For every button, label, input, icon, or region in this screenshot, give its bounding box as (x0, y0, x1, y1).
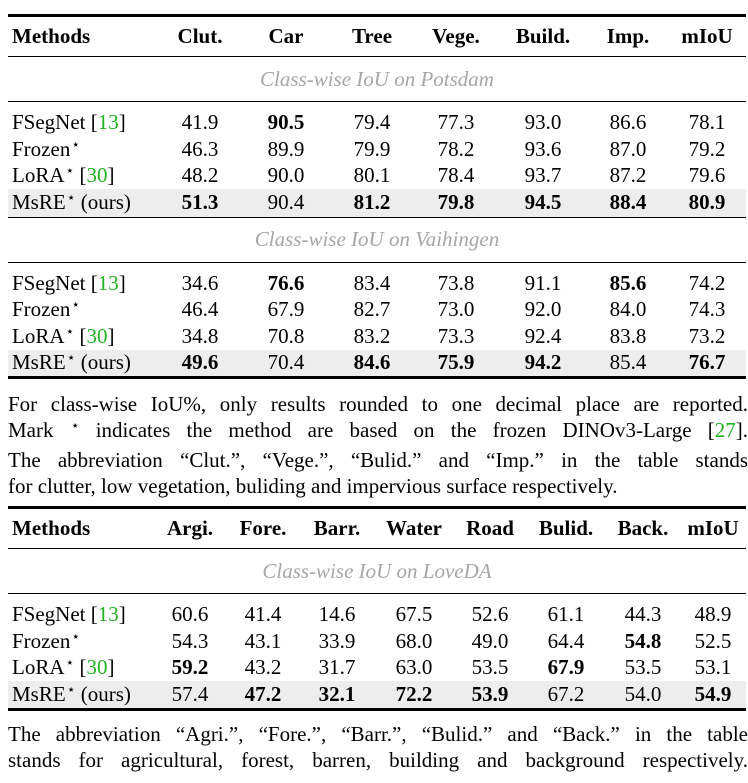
method-label: FSegNet (12, 270, 86, 295)
cell-value: 78.4 (437, 163, 475, 188)
cell-value: 77.3 (437, 110, 475, 135)
cell-value: 79.9 (353, 136, 391, 161)
cell-value: 53.9 (454, 681, 526, 709)
method-name: LoRA⋆ [30] (12, 163, 115, 188)
cell-value: 63.0 (395, 655, 433, 680)
caption-2 (8, 721, 748, 773)
caption2-line-1: The abbreviation “Agri.”, “Fore.”, “Barr.”, “Bulid.” and “Back.” in the table (8, 722, 748, 746)
cell-value: 59.2 (171, 655, 209, 680)
method-label: LoRA (12, 323, 65, 348)
table-row (8, 163, 746, 190)
table-loveda (8, 506, 746, 711)
cell-value: 79.8 (414, 189, 498, 217)
cell-value: 92.0 (524, 297, 562, 322)
cell-value: 73.3 (437, 323, 475, 348)
cell-value: 53.5 (471, 655, 509, 680)
cell-value: 80.9 (668, 189, 746, 217)
method-name: FSegNet [13] (12, 110, 126, 135)
cell-value: 76.6 (267, 270, 305, 295)
method-label: Frozen (12, 297, 71, 322)
cell-value: 91.1 (524, 270, 562, 295)
table-row (8, 681, 746, 709)
citation-link[interactable]: 30 (86, 323, 108, 348)
caption1-line-3: The abbreviation “Clut.”, “Vege.”, “Bulid.” and “Imp.” in the table stands (8, 448, 748, 472)
cell-value: 73.0 (437, 297, 475, 322)
method-label: MsRE (12, 681, 66, 706)
cell-value: 72.2 (374, 681, 454, 709)
table-row (8, 350, 746, 378)
table2-header-2: Fore. (239, 516, 287, 540)
method-name: LoRA⋆ [30] (12, 323, 115, 348)
cell-value: 85.6 (609, 270, 647, 295)
cell-value: 75.9 (414, 350, 498, 378)
cell-value: 61.1 (547, 602, 585, 627)
cell-value: 84.0 (609, 297, 647, 322)
section-title: Class-wise IoU on Potsdam (8, 57, 746, 102)
caption-1 (8, 391, 748, 499)
method-label: FSegNet (12, 110, 86, 135)
table-row (8, 270, 746, 297)
cell-value: 67.5 (395, 602, 433, 627)
table2-header-8: mIoU (687, 516, 739, 540)
cell-value: 87.0 (609, 136, 647, 161)
cell-value: 67.9 (547, 655, 585, 680)
cell-value: 93.6 (524, 136, 562, 161)
caption1-line-4: for clutter, low vegetation, buliding and impervious surface respectively. (8, 474, 618, 498)
star-mark: ⋆ (66, 351, 76, 367)
cell-value: 54.0 (606, 681, 680, 709)
cell-value: 41.9 (181, 110, 219, 135)
cell-value: 57.4 (154, 681, 226, 709)
cell-value: 48.2 (181, 163, 219, 188)
star-mark: ⋆ (65, 164, 75, 180)
method-label: MsRE (12, 190, 66, 215)
method-name: FSegNet [13] (12, 602, 126, 627)
cell-value: 78.2 (437, 136, 475, 161)
cell-value: 67.9 (267, 297, 305, 322)
cell-value: 31.7 (318, 655, 356, 680)
cell-value: 33.9 (318, 628, 356, 653)
cell-value: 49.0 (471, 628, 509, 653)
table1-header-6: Imp. (606, 24, 650, 48)
cell-value: 78.1 (688, 110, 726, 135)
cell-value: 51.3 (158, 189, 242, 217)
star-mark: ⋆ (71, 137, 81, 153)
cell-value: 94.5 (498, 189, 588, 217)
method-name (8, 136, 158, 163)
cell-value: 54.3 (171, 628, 209, 653)
cell-value: 73.2 (688, 323, 726, 348)
cell-value: 34.6 (181, 270, 219, 295)
cell-value: 82.7 (353, 297, 391, 322)
method-label: MsRE (12, 350, 66, 375)
table2-header-row (8, 508, 746, 549)
cell-value: 83.4 (353, 270, 391, 295)
method-name (8, 681, 154, 709)
cell-value: 53.1 (694, 655, 732, 680)
table-row (8, 136, 746, 163)
table-row (8, 323, 746, 350)
method-label: Frozen (12, 628, 71, 653)
citation-link[interactable]: 27 (714, 418, 736, 442)
table1-header-row (8, 16, 746, 57)
table2-header-0: Methods (12, 516, 91, 540)
table1-header-0: Methods (12, 24, 91, 48)
cell-value: 79.2 (688, 136, 726, 161)
table2-header-1: Argi. (166, 516, 214, 540)
cell-value: 76.7 (668, 350, 746, 378)
table-row (8, 628, 746, 655)
cell-value: 43.1 (244, 628, 282, 653)
table1-header-5: Build. (515, 24, 571, 48)
table-potsdam-vaihingen (8, 14, 746, 379)
citation-link[interactable]: 13 (97, 602, 119, 627)
table2-header-5: Road (466, 516, 514, 540)
method-name: LoRA⋆ [30] (12, 655, 115, 680)
section-title: Class-wise IoU on Vaihingen (8, 217, 746, 262)
section-title: Class-wise IoU on LoveDA (8, 549, 746, 594)
cell-value: 70.4 (242, 350, 330, 378)
cell-value: 85.4 (588, 350, 668, 378)
cell-value: 52.6 (471, 602, 509, 627)
citation-link[interactable]: 13 (97, 270, 119, 295)
cell-value: 52.5 (694, 628, 732, 653)
cell-value: 49.6 (158, 350, 242, 378)
cell-value: 92.4 (524, 323, 562, 348)
method-label: FSegNet (12, 602, 86, 627)
method-name (8, 297, 158, 324)
table1-header-7: mIoU (681, 24, 733, 48)
cell-value: 34.8 (181, 323, 219, 348)
cell-value: 74.3 (688, 297, 726, 322)
cell-value: 90.0 (267, 163, 305, 188)
table2-header-7: Back. (617, 516, 669, 540)
cell-value: 86.6 (609, 110, 647, 135)
table1-header-3: Tree (351, 24, 393, 48)
table2-header-6: Bulid. (538, 516, 594, 540)
star-mark: ⋆ (71, 629, 81, 645)
method-suffix: (ours) (80, 190, 131, 215)
table-row (8, 655, 746, 682)
table2-header-3: Barr. (313, 516, 361, 540)
star-mark: ⋆ (70, 419, 80, 434)
cell-value: 43.2 (244, 655, 282, 680)
star-mark: ⋆ (65, 656, 75, 672)
cell-value: 60.6 (171, 602, 209, 627)
caption1-line-1: For class-wise IoU%, only results rounded to one decimal place are reported. (8, 392, 748, 416)
cell-value: 68.0 (395, 628, 433, 653)
cell-value: 70.8 (267, 323, 305, 348)
cell-value: 84.6 (330, 350, 414, 378)
cell-value: 46.4 (181, 297, 219, 322)
cell-value: 79.4 (353, 110, 391, 135)
method-name: FSegNet [13] (12, 270, 126, 295)
citation-link[interactable]: 30 (86, 655, 108, 680)
cell-value: 73.8 (437, 270, 475, 295)
table-row (8, 189, 746, 217)
cell-value: 46.3 (181, 136, 219, 161)
cell-value: 67.2 (526, 681, 606, 709)
cell-value: 41.4 (244, 602, 282, 627)
cell-value: 90.4 (242, 189, 330, 217)
cell-value: 83.8 (609, 323, 647, 348)
method-name (8, 189, 158, 217)
cell-value: 81.2 (330, 189, 414, 217)
table-row (8, 602, 746, 629)
cell-value: 53.5 (624, 655, 662, 680)
method-label: Frozen (12, 136, 71, 161)
star-mark: ⋆ (66, 682, 76, 698)
cell-value: 64.4 (547, 628, 585, 653)
star-mark: ⋆ (66, 191, 76, 207)
cell-value: 79.6 (688, 163, 726, 188)
method-suffix: (ours) (80, 681, 131, 706)
method-label: LoRA (12, 163, 65, 188)
caption1-line-2: Mark ⋆ indicates the method are based on the frozen DINOv3-Large [27]. (8, 418, 748, 442)
table-row (8, 110, 746, 137)
citation-link[interactable]: 13 (97, 110, 119, 135)
cell-value: 48.9 (694, 602, 732, 627)
cell-value: 94.2 (498, 350, 588, 378)
table2-header-4: Water (386, 516, 442, 540)
method-suffix: (ours) (80, 350, 131, 375)
cell-value: 47.2 (226, 681, 300, 709)
cell-value: 80.1 (353, 163, 391, 188)
cell-value: 44.3 (624, 602, 662, 627)
cell-value: 14.6 (318, 602, 356, 627)
table1-header-1: Clut. (177, 24, 223, 48)
method-name (8, 350, 158, 378)
cell-value: 93.7 (524, 163, 562, 188)
caption2-line-2: stands for agricultural, forest, barren, building and background respectively. (8, 748, 748, 772)
method-label: LoRA (12, 655, 65, 680)
cell-value: 87.2 (609, 163, 647, 188)
star-mark: ⋆ (71, 298, 81, 314)
table-row (8, 297, 746, 324)
table1-header-2: Car (268, 24, 304, 48)
cell-value: 32.1 (300, 681, 374, 709)
cell-value: 88.4 (588, 189, 668, 217)
cell-value: 54.9 (680, 681, 746, 709)
table1-header-4: Vege. (432, 24, 480, 48)
cell-value: 83.2 (353, 323, 391, 348)
cell-value: 90.5 (267, 110, 305, 135)
star-mark: ⋆ (65, 324, 75, 340)
method-name (8, 628, 154, 655)
cell-value: 74.2 (688, 270, 726, 295)
cell-value: 89.9 (267, 136, 305, 161)
cell-value: 93.0 (524, 110, 562, 135)
cell-value: 54.8 (624, 628, 662, 653)
citation-link[interactable]: 30 (86, 163, 108, 188)
